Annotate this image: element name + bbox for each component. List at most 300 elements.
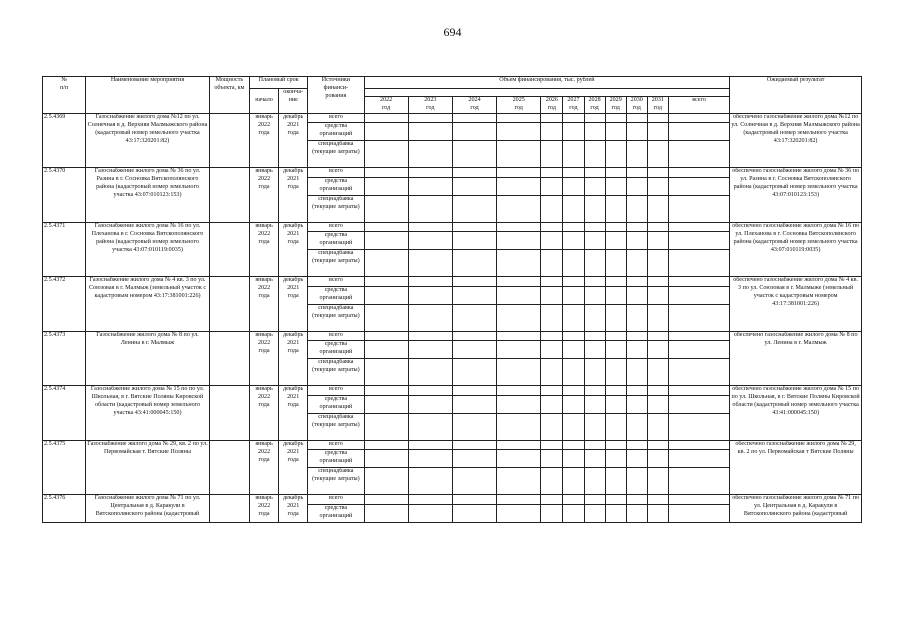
amount-cell (647, 341, 668, 359)
amount-cell (497, 413, 541, 440)
row-name: Газоснабжение жилого дома № 16 по ул. Плеханова в г. Сосновка Вятскополянского района (кадастровый номер земельного участка 43:07:010119:0035) (86, 222, 210, 277)
row-source: средства организаций (308, 232, 364, 250)
amount-cell (626, 386, 647, 396)
amount-cell (563, 413, 584, 440)
amount-cell (541, 141, 563, 168)
amount-cell (497, 386, 541, 396)
amount-cell (584, 113, 605, 123)
amount-cell (408, 504, 452, 522)
row-start: январь 2022 года (249, 168, 278, 223)
amount-cell (563, 304, 584, 331)
amount-cell (364, 413, 408, 440)
amount-cell (605, 232, 626, 250)
row-end: декабрь 2021 года (279, 495, 308, 523)
row-name: Газоснабжение жилого дома № 29, кв. 2 по ул. Первомайская т. Вятские Поляны (86, 440, 210, 495)
amount-cell (668, 141, 729, 168)
header-capacity: Мощность объекта, км (209, 77, 249, 114)
amount-cell (605, 141, 626, 168)
amount-cell (626, 504, 647, 522)
amount-cell (408, 222, 452, 232)
amount-cell (647, 468, 668, 495)
row-source: всего (308, 168, 364, 178)
amount-cell (647, 495, 668, 505)
table-row (43, 168, 862, 178)
amount-cell (452, 341, 496, 359)
amount-cell (584, 341, 605, 359)
row-name: Газоснабжение жилого дома № 4 кв. 3 по ул. Союзовая в г. Малмыж (земельный участок с кадастровым номером 43:17:381001:226) (86, 277, 210, 332)
amount-cell (497, 331, 541, 341)
row-result: обеспечено газоснабжение жилого дома № 29, кв. 2 по ул. Первомайская т Вятские Поляны (730, 440, 862, 495)
amount-cell (668, 113, 729, 123)
amount-cell (408, 440, 452, 450)
amount-cell (626, 450, 647, 468)
amount-cell (668, 413, 729, 440)
amount-cell (647, 195, 668, 222)
amount-cell (497, 359, 541, 386)
amount-cell (452, 468, 496, 495)
amount-cell (541, 359, 563, 386)
row-capacity (209, 277, 249, 332)
amount-cell (626, 395, 647, 413)
amount-cell (668, 395, 729, 413)
amount-cell (668, 440, 729, 450)
amount-cell (364, 222, 408, 232)
row-end: декабрь 2021 года (279, 440, 308, 495)
row-capacity (209, 440, 249, 495)
amount-cell (668, 450, 729, 468)
row-source: всего (308, 331, 364, 341)
amount-cell (408, 386, 452, 396)
amount-cell (605, 286, 626, 304)
amount-cell (563, 450, 584, 468)
header-source: Источники финанси- рования (308, 77, 364, 114)
row-result: обеспечено газоснабжение жилого дома №12 по ул. Солнечная в д. Верхняя Малмыжского района (кадастровый номер земельного участка 43:17:320201:82) (730, 113, 862, 168)
page-number: 694 (443, 25, 462, 39)
amount-cell (626, 495, 647, 505)
row-source: всего (308, 222, 364, 232)
amount-cell (452, 250, 496, 277)
header-volume: Объем финансирования, тыс. рублей (364, 77, 730, 89)
amount-cell (626, 222, 647, 232)
amount-cell (497, 304, 541, 331)
amount-cell (541, 495, 563, 505)
amount-cell (408, 141, 452, 168)
amount-cell (541, 468, 563, 495)
amount-cell (541, 504, 563, 522)
amount-cell (605, 331, 626, 341)
amount-cell (497, 168, 541, 178)
amount-cell (497, 113, 541, 123)
amount-cell (605, 168, 626, 178)
row-num: 2.5.4370 (43, 168, 86, 223)
row-capacity (209, 113, 249, 168)
amount-cell (668, 304, 729, 331)
amount-cell (364, 359, 408, 386)
amount-cell (668, 341, 729, 359)
amount-cell (626, 113, 647, 123)
amount-cell (647, 440, 668, 450)
amount-cell (647, 113, 668, 123)
amount-cell (452, 450, 496, 468)
amount-cell (626, 232, 647, 250)
amount-cell (605, 113, 626, 123)
amount-cell (626, 123, 647, 141)
amount-cell (563, 222, 584, 232)
amount-cell (626, 141, 647, 168)
row-capacity (209, 168, 249, 223)
amount-cell (584, 195, 605, 222)
amount-cell (364, 113, 408, 123)
amount-cell (452, 177, 496, 195)
amount-cell (626, 277, 647, 287)
amount-cell (364, 331, 408, 341)
amount-cell (626, 177, 647, 195)
amount-cell (647, 395, 668, 413)
header-term-start: начало (249, 89, 278, 114)
row-num: 2.5.4375 (43, 440, 86, 495)
amount-cell (541, 250, 563, 277)
row-name: Газоснабжение жилого дома № 15 по по ул. Школьная, в г. Вятские Поляны Кировской области (кадастровый номер земельного участка 43:41:000045:150) (86, 386, 210, 441)
table-row (43, 386, 862, 396)
amount-cell (626, 195, 647, 222)
amount-cell (563, 504, 584, 522)
amount-cell (541, 386, 563, 396)
row-result: обеспечено газоснабжение жилого дома № 71 по ул. Центральная в д. Каракули в Вятскополянского района (кадастровый (730, 495, 862, 523)
row-start: январь 2022 года (249, 495, 278, 523)
amount-cell (364, 250, 408, 277)
row-name: Газоснабжение жилого дома № 36 по ул. Разина в г. Сосновка Вятскополянского района (кадастровый номер земельного участка 43:07:010123:153) (86, 168, 210, 223)
row-end: декабрь 2021 года (279, 113, 308, 168)
header-year-2: 2024 год (452, 97, 496, 114)
header-year-9: 2031 год (647, 97, 668, 114)
amount-cell (647, 177, 668, 195)
amount-cell (647, 450, 668, 468)
amount-cell (452, 141, 496, 168)
amount-cell (647, 222, 668, 232)
amount-cell (452, 440, 496, 450)
amount-cell (408, 250, 452, 277)
amount-cell (452, 413, 496, 440)
row-num: 2.5.4374 (43, 386, 86, 441)
amount-cell (541, 331, 563, 341)
amount-cell (626, 359, 647, 386)
table-row (43, 113, 862, 123)
amount-cell (605, 277, 626, 287)
amount-cell (668, 359, 729, 386)
header-year-8: 2030 год (626, 97, 647, 114)
amount-cell (497, 277, 541, 287)
amount-cell (541, 413, 563, 440)
amount-cell (647, 386, 668, 396)
amount-cell (626, 168, 647, 178)
amount-cell (541, 177, 563, 195)
row-capacity (209, 386, 249, 441)
amount-cell (605, 468, 626, 495)
amount-cell (408, 304, 452, 331)
amount-cell (541, 195, 563, 222)
amount-cell (647, 277, 668, 287)
amount-cell (364, 450, 408, 468)
row-source: средства организаций (308, 504, 364, 522)
row-capacity (209, 495, 249, 523)
amount-cell (605, 440, 626, 450)
row-start: январь 2022 года (249, 331, 278, 386)
header-year-1: 2023 год (408, 97, 452, 114)
row-num: 2.5.4369 (43, 113, 86, 168)
amount-cell (584, 468, 605, 495)
amount-cell (563, 495, 584, 505)
amount-cell (563, 168, 584, 178)
amount-cell (497, 123, 541, 141)
amount-cell (668, 177, 729, 195)
amount-cell (364, 168, 408, 178)
amount-cell (541, 341, 563, 359)
row-result: обеспечено газоснабжение жилого дома № 36 по ул. Разина в г. Сосновка Вятскополянского района (кадастровый номер земельного участка 43:07:010123:153) (730, 168, 862, 223)
header-year-3: 2025 год (497, 97, 541, 114)
amount-cell (364, 277, 408, 287)
amount-cell (364, 304, 408, 331)
amount-cell (647, 168, 668, 178)
amount-cell (541, 286, 563, 304)
row-start: январь 2022 года (249, 277, 278, 332)
financing-table (42, 76, 862, 523)
row-source: средства организаций (308, 286, 364, 304)
amount-cell (668, 195, 729, 222)
amount-cell (364, 495, 408, 505)
row-source: всего (308, 440, 364, 450)
amount-cell (563, 123, 584, 141)
amount-cell (626, 468, 647, 495)
amount-cell (668, 386, 729, 396)
amount-cell (408, 277, 452, 287)
amount-cell (452, 359, 496, 386)
table-row (43, 440, 862, 450)
amount-cell (364, 286, 408, 304)
amount-cell (563, 177, 584, 195)
row-source: средства организаций (308, 395, 364, 413)
amount-cell (668, 222, 729, 232)
header-year-0: 2022 год (364, 97, 408, 114)
amount-cell (452, 123, 496, 141)
amount-cell (605, 495, 626, 505)
amount-cell (541, 232, 563, 250)
row-name: Газоснабжение жилого дома №12 по ул. Солнечная в д. Верхняя Малмыжского района (кадастровый номер земельного участка 43:17:320201:82) (86, 113, 210, 168)
amount-cell (497, 504, 541, 522)
amount-cell (584, 504, 605, 522)
amount-cell (563, 250, 584, 277)
amount-cell (563, 141, 584, 168)
amount-cell (541, 113, 563, 123)
amount-cell (626, 413, 647, 440)
amount-cell (668, 232, 729, 250)
amount-cell (408, 450, 452, 468)
amount-cell (626, 440, 647, 450)
amount-cell (452, 113, 496, 123)
amount-cell (647, 359, 668, 386)
row-source: всего (308, 277, 364, 287)
amount-cell (408, 468, 452, 495)
amount-cell (584, 232, 605, 250)
row-result: обеспечено газоснабжение жилого дома № 16 по ул. Плеханова в г. Сосновка Вятскополянского района (кадастровый номер земельного участка 43:07:010119:0035) (730, 222, 862, 277)
amount-cell (668, 123, 729, 141)
amount-cell (605, 450, 626, 468)
row-source: всего (308, 495, 364, 505)
amount-cell (563, 286, 584, 304)
amount-cell (452, 168, 496, 178)
header-year-10: всего (668, 97, 729, 114)
row-end: декабрь 2021 года (279, 277, 308, 332)
amount-cell (541, 123, 563, 141)
amount-cell (668, 468, 729, 495)
amount-cell (668, 250, 729, 277)
amount-cell (541, 450, 563, 468)
amount-cell (364, 177, 408, 195)
amount-cell (584, 286, 605, 304)
amount-cell (452, 386, 496, 396)
amount-cell (364, 468, 408, 495)
amount-cell (452, 504, 496, 522)
amount-cell (452, 495, 496, 505)
row-start: январь 2022 года (249, 113, 278, 168)
amount-cell (452, 195, 496, 222)
amount-cell (563, 341, 584, 359)
amount-cell (497, 450, 541, 468)
amount-cell (605, 341, 626, 359)
amount-cell (647, 232, 668, 250)
amount-cell (563, 113, 584, 123)
header-year-5: 2027 год (563, 97, 584, 114)
amount-cell (497, 222, 541, 232)
table-row (43, 495, 862, 505)
row-source: спецнадбавка (текущие затраты) (308, 468, 364, 495)
amount-cell (563, 232, 584, 250)
amount-cell (647, 304, 668, 331)
header-year-6: 2028 год (584, 97, 605, 114)
amount-cell (647, 504, 668, 522)
amount-cell (584, 123, 605, 141)
amount-cell (584, 495, 605, 505)
amount-cell (626, 286, 647, 304)
amount-cell (541, 304, 563, 331)
amount-cell (584, 450, 605, 468)
amount-cell (452, 395, 496, 413)
amount-cell (452, 232, 496, 250)
row-source: средства организаций (308, 177, 364, 195)
amount-cell (605, 123, 626, 141)
row-source: спецнадбавка (текущие затраты) (308, 250, 364, 277)
amount-cell (605, 177, 626, 195)
row-end: декабрь 2021 года (279, 331, 308, 386)
row-end: декабрь 2021 года (279, 222, 308, 277)
row-source: спецнадбавка (текущие затраты) (308, 195, 364, 222)
amount-cell (408, 286, 452, 304)
header-term-end: оконча- ние (279, 89, 308, 114)
amount-cell (452, 222, 496, 232)
amount-cell (408, 359, 452, 386)
amount-cell (605, 359, 626, 386)
amount-cell (497, 141, 541, 168)
amount-cell (647, 123, 668, 141)
row-end: декабрь 2021 года (279, 386, 308, 441)
amount-cell (541, 277, 563, 287)
row-start: январь 2022 года (249, 386, 278, 441)
amount-cell (497, 341, 541, 359)
amount-cell (497, 195, 541, 222)
amount-cell (626, 304, 647, 331)
amount-cell (668, 331, 729, 341)
amount-cell (605, 413, 626, 440)
amount-cell (452, 277, 496, 287)
amount-cell (584, 386, 605, 396)
amount-cell (563, 331, 584, 341)
amount-cell (408, 395, 452, 413)
row-source: спецнадбавка (текущие затраты) (308, 359, 364, 386)
row-source: средства организаций (308, 123, 364, 141)
header-year-7: 2029 год (605, 97, 626, 114)
header-num: № п/п (43, 77, 86, 114)
row-source: спецнадбавка (текущие затраты) (308, 304, 364, 331)
amount-cell (584, 141, 605, 168)
amount-cell (408, 113, 452, 123)
row-source: средства организаций (308, 450, 364, 468)
amount-cell (497, 395, 541, 413)
amount-cell (408, 331, 452, 341)
amount-cell (563, 386, 584, 396)
row-num: 2.5.4376 (43, 495, 86, 523)
amount-cell (497, 495, 541, 505)
row-result: обеспечено газоснабжение жилого дома № 4 кв. 3 по ул. Союзовая в г. Малмыже (земельный участок с кадастровым номером 43:17:381001:226) (730, 277, 862, 332)
amount-cell (584, 440, 605, 450)
amount-cell (584, 177, 605, 195)
row-start: январь 2022 года (249, 222, 278, 277)
amount-cell (452, 286, 496, 304)
amount-cell (364, 504, 408, 522)
amount-cell (364, 123, 408, 141)
header-year-4: 2026 год (541, 97, 563, 114)
amount-cell (626, 341, 647, 359)
amount-cell (364, 341, 408, 359)
amount-cell (497, 250, 541, 277)
row-name: Газоснабжение жилого дома № 71 по ул. Центральная в д. Каракули в Вятскополянского района (кадастровый (86, 495, 210, 523)
amount-cell (408, 195, 452, 222)
row-start: январь 2022 года (249, 440, 278, 495)
amount-cell (668, 168, 729, 178)
amount-cell (668, 495, 729, 505)
amount-cell (408, 495, 452, 505)
amount-cell (647, 286, 668, 304)
amount-cell (584, 250, 605, 277)
amount-cell (364, 386, 408, 396)
amount-cell (497, 468, 541, 495)
row-result: обеспечено газоснабжение жилого дома № 15 по по ул. Школьная, в г. Вятские Поляны Кировской области (кадастровый номер земельного участка 43:41:000045:150) (730, 386, 862, 441)
amount-cell (605, 504, 626, 522)
amount-cell (605, 250, 626, 277)
amount-cell (584, 304, 605, 331)
amount-cell (605, 304, 626, 331)
amount-cell (647, 141, 668, 168)
amount-cell (364, 440, 408, 450)
amount-cell (408, 168, 452, 178)
amount-cell (364, 141, 408, 168)
amount-cell (563, 359, 584, 386)
amount-cell (541, 395, 563, 413)
header-result: Ожидаемый результат (730, 77, 862, 114)
row-capacity (209, 331, 249, 386)
amount-cell (584, 222, 605, 232)
amount-cell (647, 413, 668, 440)
amount-cell (408, 232, 452, 250)
amount-cell (605, 195, 626, 222)
